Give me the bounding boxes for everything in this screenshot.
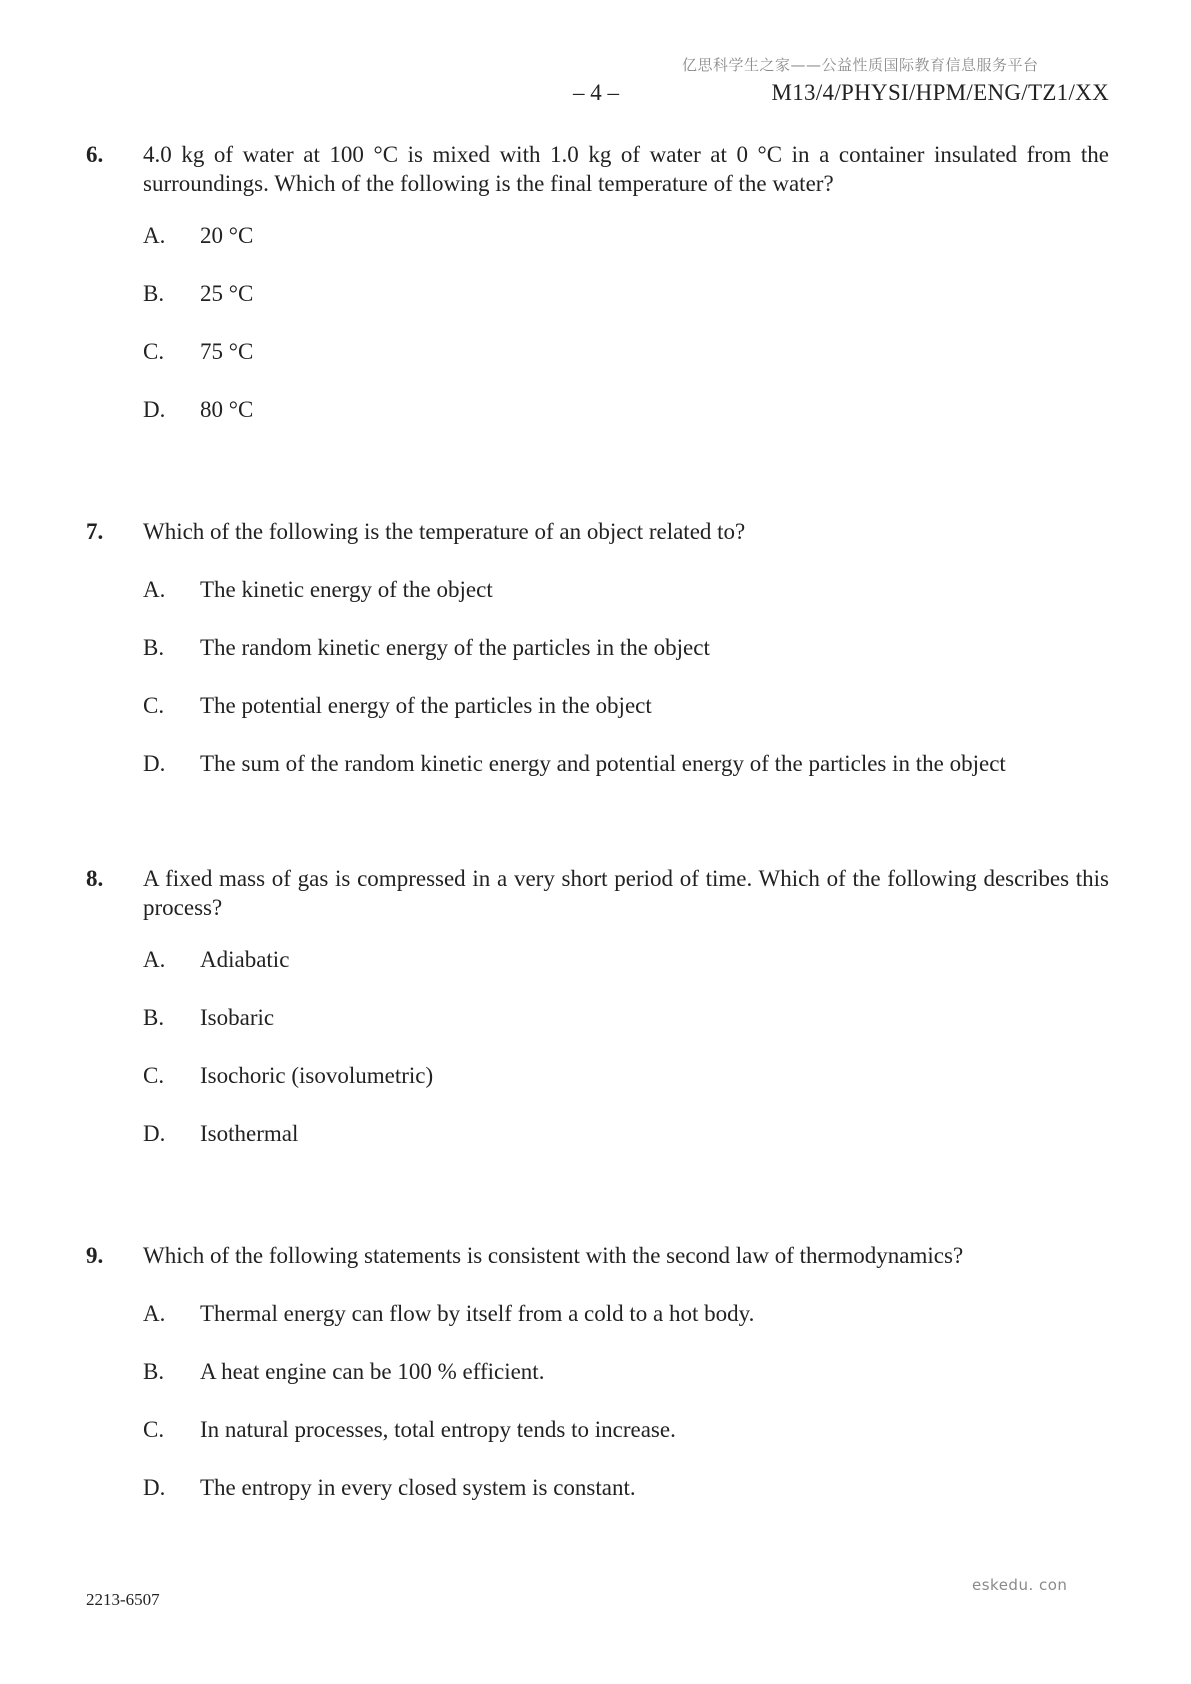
question-text: A fixed mass of gas is compressed in a very short period of time. Which of the following describes this process?	[143, 866, 1109, 920]
option-text: Isobaric	[200, 1005, 275, 1030]
option-c	[143, 1415, 676, 1444]
option-text: Thermal energy can flow by itself from a cold to a hot body.	[200, 1301, 755, 1326]
option-b	[143, 1357, 544, 1386]
question-text: Which of the following statements is consistent with the second law of thermodynamics?	[143, 1243, 964, 1268]
option-a	[143, 1299, 754, 1328]
question-6	[86, 140, 1109, 422]
option-text: 25 °C	[200, 281, 254, 306]
option-text: A heat engine can be 100 % efficient.	[200, 1359, 545, 1384]
option-letter: C.	[143, 1063, 165, 1088]
watermark-text: 亿思科学生之家——公益性质国际教育信息服务平台	[682, 56, 1039, 74]
option-letter: B.	[143, 281, 165, 306]
option-letter: D.	[143, 751, 166, 776]
option-text: The entropy in every closed system is constant.	[200, 1475, 636, 1500]
question-text: 4.0 kg of water at 100 °C is mixed with 1.0 kg of water at 0 °C in a container insulated from the surroundings. Which of the following is the final temperature of the water?	[143, 142, 1109, 196]
question-number: 6.	[86, 142, 104, 167]
footer-site: eskedu. con	[972, 1576, 1068, 1594]
option-text: 20 °C	[200, 223, 254, 248]
option-letter: D.	[143, 1121, 166, 1146]
question-number: 7.	[86, 519, 104, 544]
option-d	[143, 1119, 298, 1148]
option-d	[143, 1473, 636, 1502]
option-a	[143, 575, 493, 604]
question-8	[86, 864, 1109, 1146]
option-text: Adiabatic	[200, 947, 290, 972]
option-letter: A.	[143, 223, 166, 248]
question-number: 8.	[86, 866, 104, 891]
option-text: 75 °C	[200, 339, 254, 364]
option-letter: D.	[143, 397, 166, 422]
option-text: Isochoric (isovolumetric)	[200, 1063, 434, 1088]
option-text: The potential energy of the particles in the object	[200, 693, 652, 718]
option-letter: C.	[143, 693, 165, 718]
option-b	[143, 279, 253, 308]
option-a	[143, 221, 253, 250]
option-a	[143, 945, 289, 974]
option-letter: A.	[143, 1301, 166, 1326]
option-text: Isothermal	[200, 1121, 299, 1146]
option-c	[143, 691, 652, 720]
option-d	[143, 749, 1006, 778]
option-letter: C.	[143, 1417, 165, 1442]
question-text: Which of the following is the temperature of an object related to?	[143, 519, 746, 544]
document-code: M13/4/PHYSI/HPM/ENG/TZ1/XX	[771, 80, 1109, 105]
option-letter: D.	[143, 1475, 166, 1500]
option-b	[143, 633, 710, 662]
option-c	[143, 337, 253, 366]
option-text: 80 °C	[200, 397, 254, 422]
option-letter: C.	[143, 339, 165, 364]
option-b	[143, 1003, 274, 1032]
option-text: The random kinetic energy of the particles in the object	[200, 635, 710, 660]
option-letter: A.	[143, 577, 166, 602]
option-letter: B.	[143, 1359, 165, 1384]
option-d	[143, 395, 253, 424]
option-c	[143, 1061, 433, 1090]
question-9	[86, 1241, 1109, 1500]
page-number: – 4 –	[573, 80, 619, 105]
question-7	[86, 517, 1109, 776]
question-number: 9.	[86, 1243, 104, 1268]
footer-code: 2213-6507	[86, 1590, 160, 1609]
option-text: In natural processes, total entropy tends to increase.	[200, 1417, 676, 1442]
option-letter: B.	[143, 635, 165, 660]
option-text: The sum of the random kinetic energy and potential energy of the particles in the object	[200, 751, 1006, 776]
option-text: The kinetic energy of the object	[200, 577, 493, 602]
option-letter: A.	[143, 947, 166, 972]
option-letter: B.	[143, 1005, 165, 1030]
